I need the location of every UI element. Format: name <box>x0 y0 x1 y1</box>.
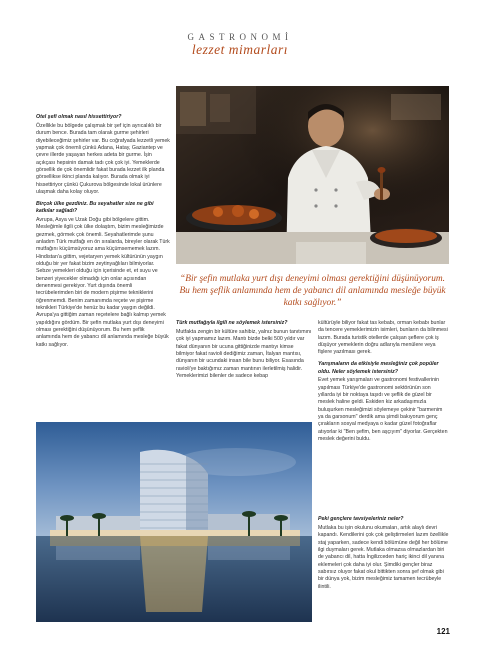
interview-answer: Özellikle bu bölgede çalışmak bir şef için ayrıcalıklı bir durum bence. Burada tam olarak gurme şehirleri diyebileceğimiz şehirler var. Bu coğrafyada lezzetli yemek yapmak çok önemli çünkü Adana, Hatay, Gaziantep ve çevre illerde yaşayan herkes adeta bir gurme. İşin açıkçası hepsinin damak tadı çok çok iyi. Yemeklerde görsellik de çok önemlidir fakat burada lezzet ilk planda görsellikse ikinci planda kalıyor. Burada olmak iyi hissettiriyor çünkü Çukurova bölgesinde lokal ürünlere ulaşmak daha kolay oluyor. <box>36 122 170 195</box>
interview-question: Türk mutfağıyla ilgili ne söylemek istersiniz? <box>176 320 288 326</box>
qa-block <box>36 114 170 196</box>
interview-question: Yarışmaların da etkisiyle mesleğiniz çok popüler oldu. Neler söylemek istersiniz? <box>318 361 439 375</box>
page-number: 121 <box>436 627 450 636</box>
interview-question: Peki gençlere tavsiyeleriniz neler? <box>318 516 404 522</box>
article-column-3-bottom <box>318 516 449 595</box>
article-column-1 <box>36 114 170 354</box>
qa-block <box>176 320 312 380</box>
article-column-2 <box>176 320 312 385</box>
interview-answer: Avrupa, Asya ve Uzak Doğu gibi bölgelere gittim. Mesleğimle ilgili çok ülke dolaştım, bizim mesleğimizde gezmek, görmek çok önemli. Seyahatlerimde şunu anladım Türk mutfağı en ön sıralarda, bireyler olarak Türk mutfağını küçümsüyoruz ama küçümsememek lazım. Hindistan'a gittim, vejetaryen yemek kültürünün yaygın olduğu bir yer fakat bizim zeytinyağlıları bilmiyorlar. Sebze yemekleri olduğu için içerisinde et, et suyu ve benzeri yiyecekler olmadığı için onlar açısından denenmesi gerekiyor. Yurt dışında önemli tecrübelerimden biri de modern pişirme tekniklerini öğrenmemdi. Benim zamanımda reçete ve pişirme teknikleri Türkiye'de henüz bu kadar yaygın değildi. Avrupa'ya gittiğim zaman reçetelere bağlı kalmıp yemek yapıldığını gördüm. Bir şefin mutlaka yurt dışı deneyimi olması gerektiğini düşünüyorum. Bu hem şeflik anlamında hem de yabancı dil anlamında mesleğe büyük katkı sağlıyor. <box>36 216 170 348</box>
interview-answer: Mutlaka bu işin okulunu okumaları, artık alaylı devri kapandı. Kendilerini çok çok geliştirmeleri lazım özellikle staj yaparken, sadece kendi bölümüne değil her bölüme ilgi duymaları gerek. Mutlaka olmazsa olmazlardan biri de yabancı dil, hatta İngilizceden hariç ikinci dil yanına eklemeleri çok daha iyi olur. Şimdiki gençler biraz sabırsız oluyor fakat okul bittikten sonra şef olmak gibi bir dünya yok, bizim mesleğimiz tamamen tecrübeyle ilintili. <box>318 524 449 590</box>
section-title: GASTRONOMİ <box>187 32 293 42</box>
section-subtitle: lezzet mimarları <box>191 42 289 57</box>
chef-photo <box>176 86 449 264</box>
qa-block <box>318 516 449 591</box>
interview-question: Birçok ülke gezdiniz. Bu seyahatler size ne gibi katkılar sağladı? <box>36 200 154 215</box>
interview-question: Otel şefi olmak nasıl hissettiriyor? <box>36 114 122 120</box>
qa-block <box>318 320 449 357</box>
article-column-3 <box>318 320 449 448</box>
qa-block <box>36 201 170 349</box>
qa-block <box>318 361 449 443</box>
interview-answer: Evet yemek yarışmaları ve gastronomi festivallerinin yapılması Türkiye'de gastronomi sektörünün son yıllarda iyi bir noktaya taşıdı ve şeflik de güzel bir meslek haline geldi. Eskiden kiz arkadaşımızla buluşurken mesleğimizi söylemeye çekinir "barmenim ya da garsonum" derdik ama şimdi bakıyorum genç çırakların sosyal medyaya o kadar güzel fotoğraflar atıyorlar ki "Ben şefim, ben aşçıyım" diyorlar. Gerçekten meslek değerini buldu. <box>318 377 448 443</box>
hotel-photo <box>36 422 312 622</box>
pull-quote: “Bir şefin mutlaka yurt dışı deneyimi olması gerektiğini düşünüyorum. Bu hem şeflik anlamında hem de yabancı dil anlamında mesleğe büyük katkı sağlıyor.” <box>179 274 446 309</box>
interview-answer: kültürüyle biliyor fakat tas kebabı, orman kebabı bunlar da tencere yemeklerimizin isimleri, bunların da bilinmesi lazım. Burada turistik otellerde çalışan şeflere çok iş düşüyor yemeklerin doğru adlarıyla menülere veya fişlere yazılması gerek. <box>318 320 448 356</box>
interview-answer: Mutfakta zengin bir kültüre sahibiz, yalnız bunun tanıtımını çok iyi yapmamız lazım. Mantı bizde belki 500 yıldır var fakat dünyanın bir ucuna gittiğinizde mantıyı kimse bilmiyor fakat ravioli dediğimiz zaman, İtalyan mantısı, dünyanın bir ucundaki insan bile bunu biliyor. Esasında ravioli'ye baktığımız zaman mantının ilerletilmiş halidir. Yemeklerimizi bilenler de sadece kebap <box>176 328 312 379</box>
